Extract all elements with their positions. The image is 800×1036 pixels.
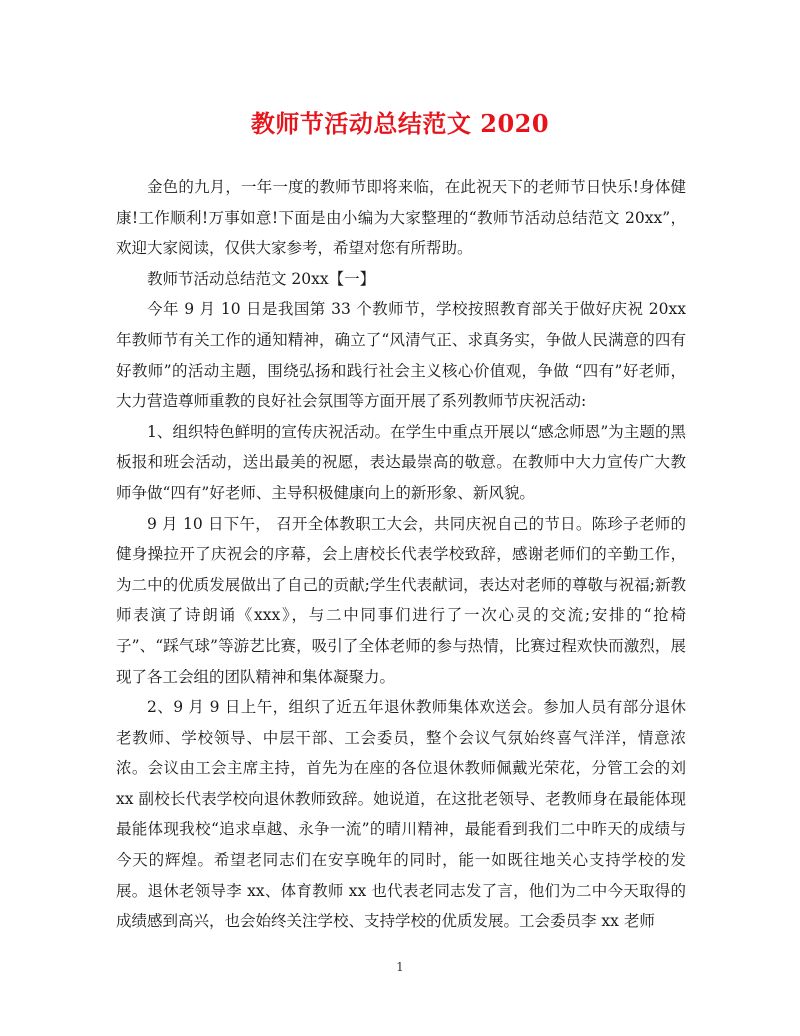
page-number: 1	[396, 960, 404, 974]
paragraph-sept-10: 9 月 10 日下午， 召开全体教职工大会，共同庆祝自己的节日。陈珍子老师的健身操拉开了庆祝会的序幕，会上唐校长代表学校致辞，感谢老师们的辛勤工作，为二中的优质发展做出了自己的贡献;学生代表献词，表达对老师的尊敬与祝福;新教师表演了诗朗诵《xxx》，与二中同事们进行了一次心灵的交流;安排的“抢椅子”、“踩气球”等游艺比赛，吸引了全体老师的参与热情，比赛过程欢快而激烈，展现了各工会组的团队精神和集体凝聚力。	[116, 514, 686, 686]
paragraph-section-heading: 教师节活动总结范文 20xx【一】	[147, 269, 376, 288]
paragraph-item-1: 1、组织特色鲜明的宣传庆祝活动。在学生中重点开展以“感念师恩”为主题的黑板报和班会活动，送出最美的祝愿，表达最崇高的敬意。在教师中大力宣传广大教师争做“四有”好老师、主导积极健康向上的新形象、新风貌。	[116, 422, 686, 502]
paragraph-item-2: 2、9 月 9 日上午，组织了近五年退休教师集体欢送会。参加人员有部分退休老教师、学校领导、中层干部、工会委员，整个会议气氛始终喜气洋洋，情意浓浓。会议由工会主席主持，首先为在座的各位退休教师佩戴光荣花，分管工会的刘 xx 副校长代表学校向退休教师致辞。她说道，在这批老领导、老教师身在最能体现最能体现我校“追求卓越、永争一流”的晴川精神，最能看到我们二中昨天的成绩与今天的辉煌。希望老同志们在安享晚年的同时，能一如既往地关心支持学校的发展。退休老领导李 xx、体育教师 xx 也代表老同志发了言，他们为二中今天取得的成绩感到高兴，也会始终关注学校、支持学校的优质发展。工会委员李 xx 老师	[116, 698, 686, 931]
paragraph-intro: 金色的九月，一年一度的教师节即将来临，在此祝天下的老师节日快乐!身体健康!工作顺利!万事如意!下面是由小编为大家整理的“教师节活动总结范文 20xx”，欢迎大家阅读，仅供大家参考，希望对您有所帮助。	[116, 178, 686, 258]
document-body	[116, 172, 686, 937]
paragraph-overview: 今年 9 月 10 日是我国第 33 个教师节，学校按照教育部关于做好庆祝 20xx 年教师节有关工作的通知精神，确立了“风清气正、求真务实，争做人民满意的四有好教师”的活动主题，围绕弘扬和践行社会主义核心价值观，争做 “四有”好老师，大力营造尊师重教的良好社会氛围等方面开展了系列教师节庆祝活动:	[116, 300, 686, 411]
document-title: 教师节活动总结范文 2020	[250, 109, 550, 138]
